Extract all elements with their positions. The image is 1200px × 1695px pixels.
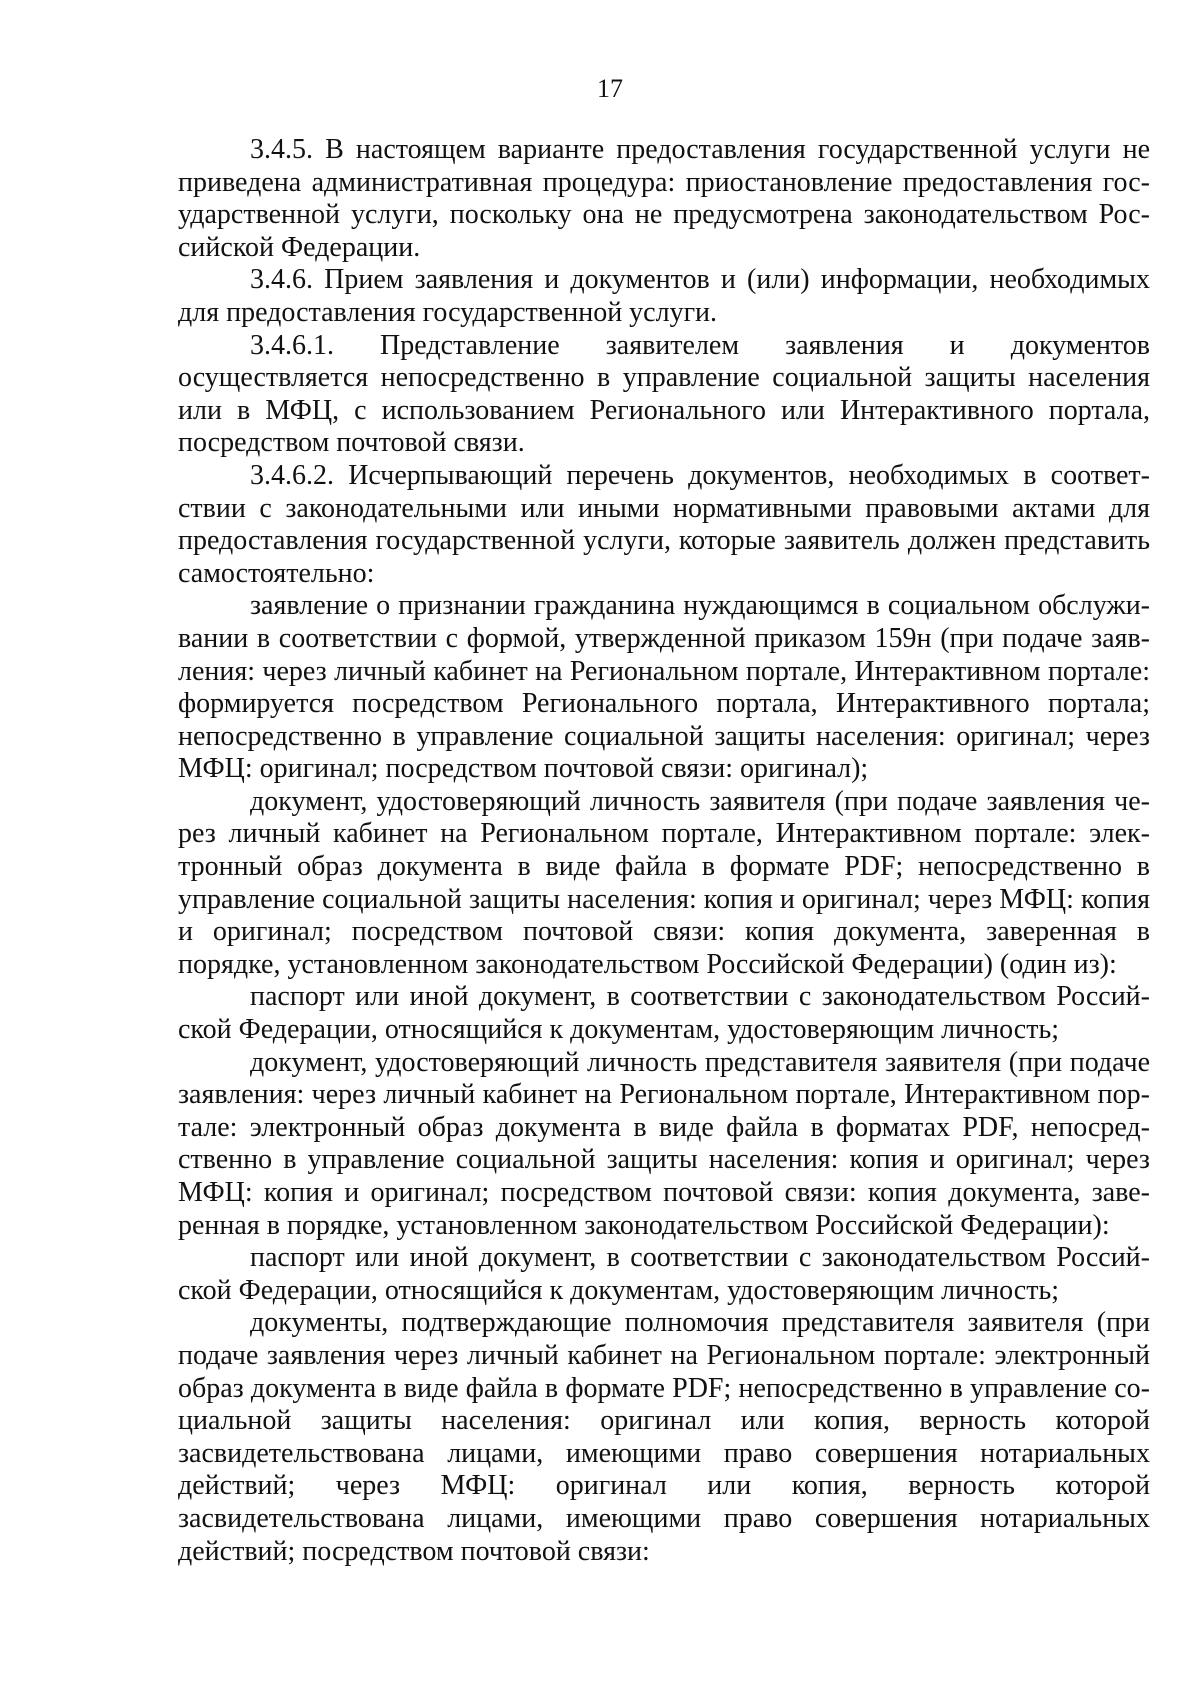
paragraph-applicant-identity-document: документ, удостоверяющий личность заявителя (при подаче заявления через личный кабинет на Региональном портале, Интерактивном портале: электронный образ документа в виде файла в формате PDF; непосредственно в управление социальной защиты населения: копия и оригинал; через МФЦ: копия и оригинал; посредством почтовой связи: копия документа, заверенная в порядке, установленном законодательством Российской Федерации) (один из): — [178, 785, 1150, 980]
paragraph-3-4-5: 3.4.5. В настоящем варианте предоставления государственной услуги не приведена административная процедура: приостановление предоставления государственной услуги, поскольку она не предусмотрена законодательством Российской Федерации. — [178, 134, 1150, 263]
paragraph-passport-representative: паспорт или иной документ, в соответствии с законодательством Российской Федерации, относящийся к документам, удостоверяющим личность; — [178, 1242, 1150, 1306]
page-number: 17 — [597, 74, 623, 103]
document-body — [178, 134, 1150, 1568]
paragraph-representative-authority-documents: документы, подтверждающие полномочия представителя заявителя (при подаче заявления через личный кабинет на Региональном портале: электронный образ документа в виде файла в формате PDF; непосредственно в управление социальной защиты населения: оригинал или копия, верность которой засвидетельствована лицами, имеющими право совершения нотариальных действий; через МФЦ: оригинал или копия, верность которой засвидетельствована лицами, имеющими право совершения нотариальных действий; посредством почтовой связи: — [178, 1307, 1150, 1567]
paragraph-application-form: заявление о признании гражданина нуждающимся в социальном обслуживании в соответствии с формой, утвержденной приказом 159н (при подаче заявления: через личный кабинет на Региональном портале, Интерактивном портале: формируется посредством Регионального портала, Интерактивного портала; непосредственно в управление социальной защиты населения: оригинал; через МФЦ: оригинал; посредством почтовой связи: оригинал); — [178, 590, 1150, 785]
paragraph-3-4-6-1: 3.4.6.1. Представление заявителем заявления и документов осуществляется непосредственно в управление социальной защиты населения или в МФЦ, с использованием Регионального или Интерактивного портала, посредством почтовой связи. — [178, 329, 1150, 459]
paragraph-3-4-6: 3.4.6. Прием заявления и документов и (или) информации, необходимых для предоставления государственной услуги. — [178, 264, 1150, 328]
paragraph-representative-identity-document: документ, удостоверяющий личность представителя заявителя (при подаче заявления: через личный кабинет на Региональном портале, Интерактивном портале: электронный образ документа в виде файла в форматах PDF, непосредственно в управление социальной защиты населения: копия и оригинал; через МФЦ: копия и оригинал; посредством почтовой связи: копия документа, заверенная в порядке, установленном законодательством Российской Федерации): — [178, 1046, 1150, 1241]
paragraph-passport-applicant: паспорт или иной документ, в соответствии с законодательством Российской Федерации, относящийся к документам, удостоверяющим личность; — [178, 981, 1150, 1046]
paragraph-3-4-6-2: 3.4.6.2. Исчерпывающий перечень документов, необходимых в соответствии с законодательными или иными нормативными правовыми актами для предоставления государственной услуги, которые заявитель должен представить самостоятельно: — [178, 459, 1150, 589]
